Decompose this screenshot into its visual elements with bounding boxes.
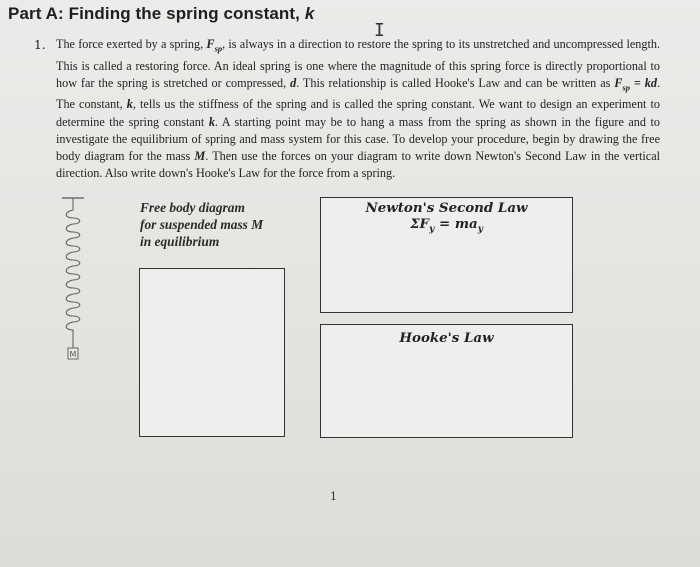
fbd-label-line1: Free body diagram: [140, 200, 245, 215]
q-var-fsp: $F_{sp}$: [206, 37, 223, 54]
question-number: 1.: [34, 38, 46, 52]
question-paragraph: [56, 36, 660, 183]
q-var-k2: k: [208, 114, 215, 129]
spring-icon: [60, 196, 86, 376]
newton-second-law-box[interactable]: [320, 197, 573, 313]
part-title: [8, 4, 314, 24]
q-var-m: M: [194, 149, 206, 164]
text-cursor-icon: I: [374, 20, 385, 41]
q-text-5: , tells us the stiffness of the spring and is called the spring constant. We want to design an experiment to determine the spring constant: [56, 97, 660, 129]
hookes-law-box[interactable]: [320, 324, 573, 438]
q-text-2: , is always in a direction to restore the spring to its unstretched and uncompressed length. This is called a restoring force. An ideal spring is one where the magnitude of this spring force is directly proportional to how far the spring is stretched or compressed,: [56, 37, 660, 90]
q-text-3: . This relationship is called Hooke's Law and can be written as: [296, 75, 615, 90]
spring-mass-figure: [60, 196, 86, 376]
mass-label: M: [69, 350, 77, 359]
part-title-text: Part A: Finding the spring constant,: [8, 4, 300, 23]
fbd-answer-box[interactable]: [139, 268, 285, 437]
newton-box-title: Newton's Second Law: [365, 200, 528, 216]
q-text-6: . A starting point may be to hang a mass from the spring as shown in the figure and to investigate the equilibrium of spring and mass system for this case. To develop your procedure, begin by drawing the free body diagram for the mass: [56, 114, 660, 164]
fbd-label: [140, 199, 263, 250]
newton-equation: $\Sigma F_y = ma_y$: [410, 216, 483, 235]
q-text-7: . Then use the forces on your diagram to write down Newton's Second Law in the vertical direction. Also write down's Hooke's Law for the force from a spring.: [56, 149, 661, 181]
part-title-variable: k: [304, 4, 315, 23]
fbd-label-line3: in equilibrium: [140, 234, 220, 249]
q-var-d: d: [290, 75, 297, 90]
q-text-4: . The constant,: [56, 75, 660, 112]
fbd-label-line2: for suspended mass M: [140, 217, 264, 232]
q-text-1: The force exerted by a spring,: [56, 37, 207, 51]
q-hooke-equation: $F_{sp}$ = kd: [614, 75, 657, 93]
q-var-k: k: [126, 97, 133, 112]
page-number: 1: [330, 490, 337, 503]
hooke-box-title: Hooke's Law: [399, 330, 494, 346]
